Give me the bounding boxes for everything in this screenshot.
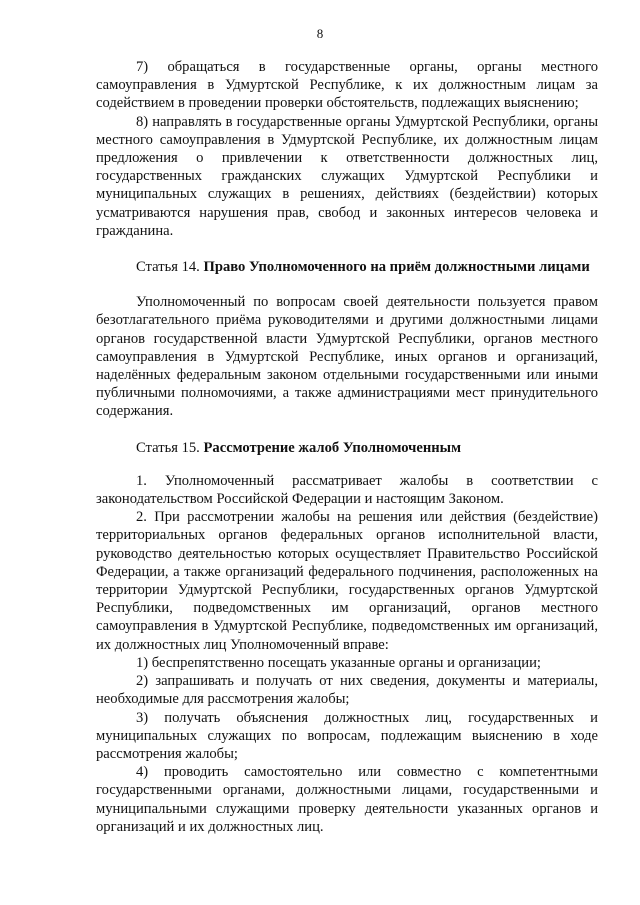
article-15-subitem-4: 4) проводить самостоятельно или совместно с компетентными государственными органами, должностными лицами, государственными и муниципальными служащими проверку деятельности указанных органов и организаций и их должностных лиц. [96,764,598,835]
article-14-heading [96,258,598,276]
article-15-prefix: Статья 15. [136,439,200,456]
list-item-7: 7) обращаться в государственные органы, органы местного самоуправления в Удмуртской Республике, к их должностным лицам за содействием в проведении проверки обстоятельств, подлежащих выяснению; [96,59,598,112]
article-15-subitem-1: 1) беспрепятственно посещать указанные органы и организации; [136,654,541,671]
article-15-subitem-2: 2) запрашивать и получать от них сведения, документы и материалы, необходимые для рассмотрения жалобы; [96,673,598,708]
document-body [96,58,598,836]
article-15-subitem-3: 3) получать объяснения должностных лиц, государственных и муниципальных служащих по вопросам, подлежащим выяснению в ходе рассмотрения жалобы; [96,709,598,762]
article-15-title: Рассмотрение жалоб Уполномоченным [203,439,462,456]
article-15-paragraph-1: 1. Уполномоченный рассматривает жалобы в соответствии с законодательством Российской Федерации и настоящим Законом. [96,472,598,508]
article-14-prefix: Статья 14. [136,259,200,276]
page-number: 8 [316,26,324,41]
article-15-paragraph-2: 2. При рассмотрении жалобы на решения или действия (бездействие) территориальных органов федеральных органов исполнительной власти, руководство деятельностью которых осуществляет Правительство Российской Федерации, а также организаций федерального подчинения, расположенных на территории Удмуртской Республики, государственных органов Удмуртской Республики, подведомственных им организаций, органов местного самоуправления в Удмуртской Республике, подведомственных им организаций, их должностных лиц Уполномоченный вправе: [96,509,598,653]
list-item-8: 8) направлять в государственные органы Удмуртской Республики, органы местного самоуправления в Удмуртской Республике, их должностным лицам предложения о привлечении к ответственности должностных лиц, государственных гражданских служащих Удмуртской Республики и муниципальных служащих в решениях, действиях (бездействии) которых усматриваются нарушения прав, свобод и законных интересов человека и гражданина. [96,113,598,239]
article-14-body: Уполномоченный по вопросам своей деятельности пользуется правом безотлагательного приёма руководителями и другими должностными лицами органов государственной власти Удмуртской Республики, органов местного самоуправления в Удмуртской Республике, иных органов и организаций, наделённых федеральным законом отдельными государственными или иными публичными полномочиями, а также администрациями мест принудительного содержания. [96,294,598,420]
article-14-title: Право Уполномоченного на приём должностными лицами [203,259,590,276]
article-15-heading [96,439,598,457]
